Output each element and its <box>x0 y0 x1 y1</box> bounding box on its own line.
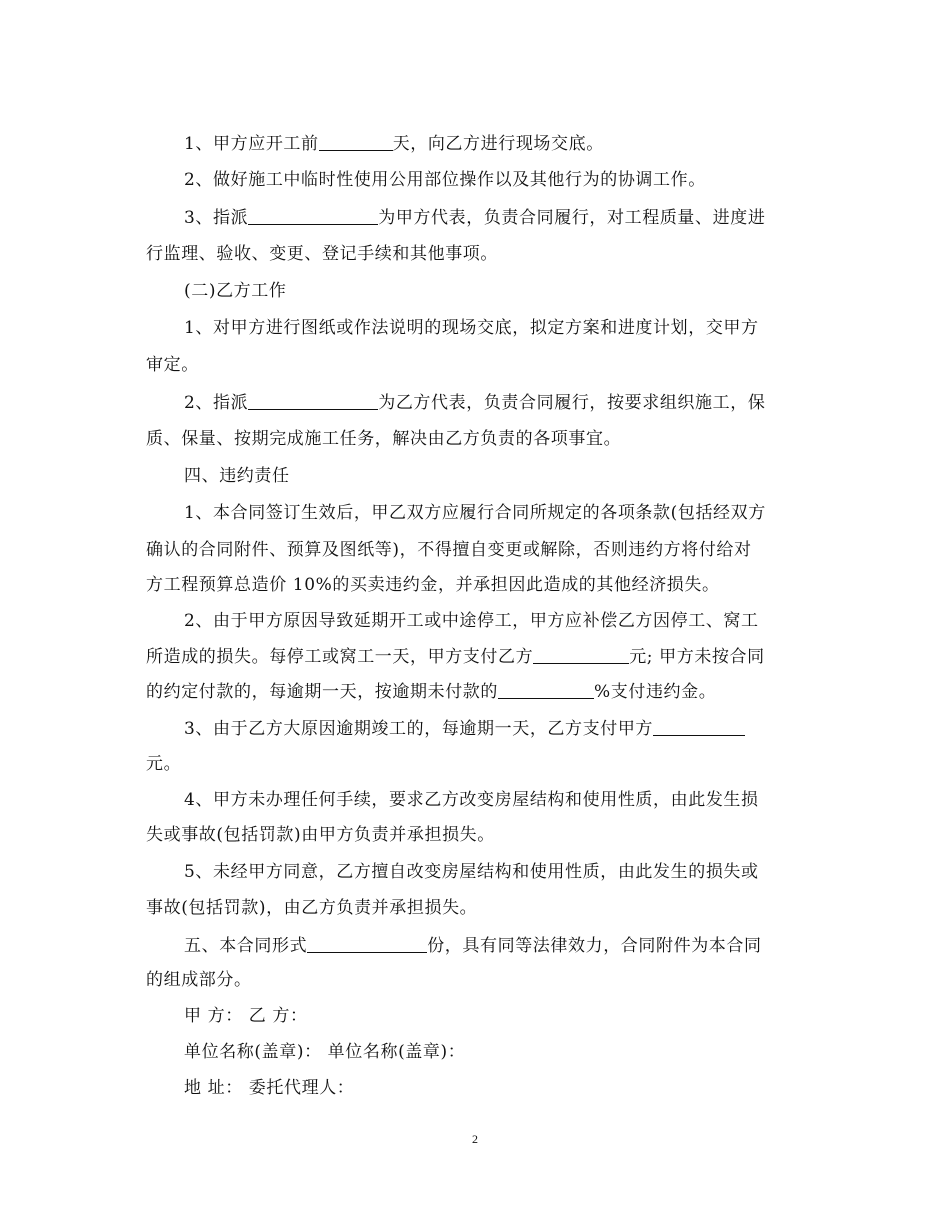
clause-line: 所造成的损失。每停工或窝工一天，甲方支付乙方 元; 甲方未按合同 <box>146 641 765 671</box>
clause-line: 3、指派 为甲方代表，负责合同履行，对工程质量、进度进 <box>184 202 765 232</box>
clause-line: 2、指派 为乙方代表，负责合同履行，按要求组织施工，保 <box>184 387 765 417</box>
signature-line: 地 址： 委托代理人： <box>184 1078 355 1098</box>
clause-line: 2、做好施工中临时性使用公用部位操作以及其他行为的协调工作。 <box>184 170 706 190</box>
clause-line: 行监理、验收、变更、登记手续和其他事项。 <box>146 244 498 264</box>
clause-line: 的约定付款的，每逾期一天，按逾期未付款的 %支付违约金。 <box>146 676 716 706</box>
clause-line: 失或事故(包括罚款)由甲方负责并承担损失。 <box>146 825 495 845</box>
clause-line: 确认的合同附件、预算及图纸等)，不得擅自变更或解除，否则违约方将付给对 <box>146 540 752 560</box>
clause-line: 1、对甲方进行图纸或作法说明的现场交底，拟定方案和进度计划，交甲方 <box>184 318 759 338</box>
clause-line: 1、本合同签订生效后，甲乙双方应履行合同所规定的各项条款(包括经双方 <box>184 503 766 523</box>
clause-line: 方工程预算总造价 10%的买卖违约金，并承担因此造成的其他经济损失。 <box>146 575 720 595</box>
clause-line: 2、由于甲方原因导致延期开工或中途停工，甲方应补偿乙方因停工、窝工 <box>184 611 759 631</box>
signature-line: 单位名称(盖章)： 单位名称(盖章)： <box>184 1042 466 1062</box>
fill-in-blank <box>307 932 427 953</box>
clause-line: 3、由于乙方大原因逾期竣工的，每逾期一天，乙方支付甲方 <box>184 713 745 743</box>
fill-in-blank <box>498 678 594 699</box>
fill-in-blank <box>319 130 393 151</box>
fill-in-blank <box>248 204 378 225</box>
section-heading: (二)乙方工作 <box>184 281 287 301</box>
clause-line: 事故(包括罚款)，由乙方负责并承担损失。 <box>146 898 478 918</box>
clause-line: 5、未经甲方同意，乙方擅自改变房屋结构和使用性质，由此发生的损失或 <box>184 862 759 882</box>
fill-in-blank <box>653 715 745 736</box>
clause-line: 质、保量、按期完成施工任务，解决由乙方负责的各项事宜。 <box>146 429 622 449</box>
clause-line: 的组成部分。 <box>146 970 252 990</box>
fill-in-blank <box>533 643 629 664</box>
fill-in-blank <box>248 389 378 410</box>
clause-line: 元。 <box>146 754 182 774</box>
clause-line: 4、甲方未办理任何手续，要求乙方改变房屋结构和使用性质，由此发生损 <box>184 790 759 810</box>
clause-line: 五、本合同形式 份，具有同等法律效力，合同附件为本合同 <box>184 930 762 960</box>
section-heading: 四、违约责任 <box>184 466 290 486</box>
clause-line: 1、甲方应开工前 天，向乙方进行现场交底。 <box>184 128 604 158</box>
signature-line: 甲 方： 乙 方： <box>184 1006 308 1026</box>
page-number: 2 <box>472 1132 478 1146</box>
clause-line: 审定。 <box>146 355 199 375</box>
